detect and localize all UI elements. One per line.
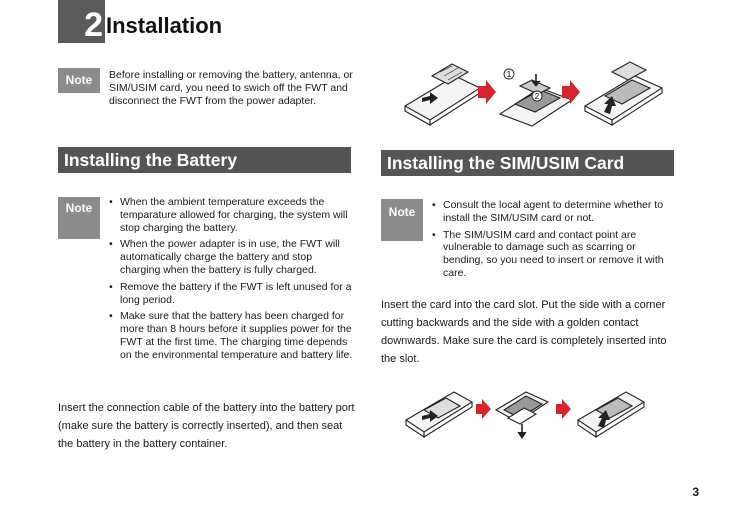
device-drawing	[578, 392, 644, 437]
step-one-label: 1	[506, 70, 512, 79]
list-item: • Consult the local agent to determine whether to install the SIM/USIM card or not.	[443, 199, 677, 225]
list-item: • The SIM/USIM card and contact point are vulnerable to damage such as scarring or bending, so you need to insert or remove it with care.	[443, 229, 677, 280]
page-number: 3	[692, 485, 699, 499]
list-item: • Remove the battery if the FWT is left unused for a long period.	[120, 281, 354, 307]
note-tag: Note	[58, 68, 100, 93]
sim-body-text: Insert the card into the card slot. Put the side with a corner cutting backwards and the side with a golden contact downwards. Make sure the card is completely inserted into the slot.	[381, 299, 667, 365]
list-item: • When the ambient temperature exceeds the temparature allowed for charging, the system will stop charging the battery.	[120, 196, 354, 234]
note-tag: Note	[381, 199, 423, 241]
sim-section-heading: Installing the SIM/USIM Card	[381, 150, 674, 176]
device-drawing	[585, 62, 662, 125]
chapter-number: 2	[58, 0, 105, 43]
red-arrow-icon	[556, 399, 571, 419]
device-drawing	[405, 64, 480, 125]
intro-note-text: Before installing or removing the battery, antenna, or SIM/USIM card, you need to swich off the FWT and disconnect the FWT from the power adapter.	[109, 69, 353, 108]
sim-tray-drawing	[496, 392, 548, 438]
list-item: • Make sure that the battery has been charged for more than 8 hours before it supplies power for the FWT at the first time. The charging time depends on the environmental temperature and battery life.	[120, 310, 354, 361]
sim-install-illustration	[404, 380, 664, 448]
list-item: • When the power adapter is in use, the FWT will automatically charge the battery and stop charging when the battery is fully charged.	[120, 238, 354, 276]
sim-notes-list	[432, 199, 677, 284]
note-tag: Note	[58, 197, 100, 239]
battery-install-illustration	[400, 56, 680, 136]
red-arrow-icon	[476, 399, 491, 419]
battery-section-heading: Installing the Battery	[58, 147, 351, 173]
battery-body-text: Insert the connection cable of the battery into the battery port (make sure the battery is correctly inserted), and then seat the battery in the battery container.	[58, 402, 355, 450]
battery-notes-list	[109, 196, 354, 366]
red-arrow-icon	[478, 80, 496, 104]
device-drawing	[406, 392, 472, 437]
chapter-title: Installation	[106, 13, 223, 38]
step-two-label: 2	[534, 92, 540, 101]
